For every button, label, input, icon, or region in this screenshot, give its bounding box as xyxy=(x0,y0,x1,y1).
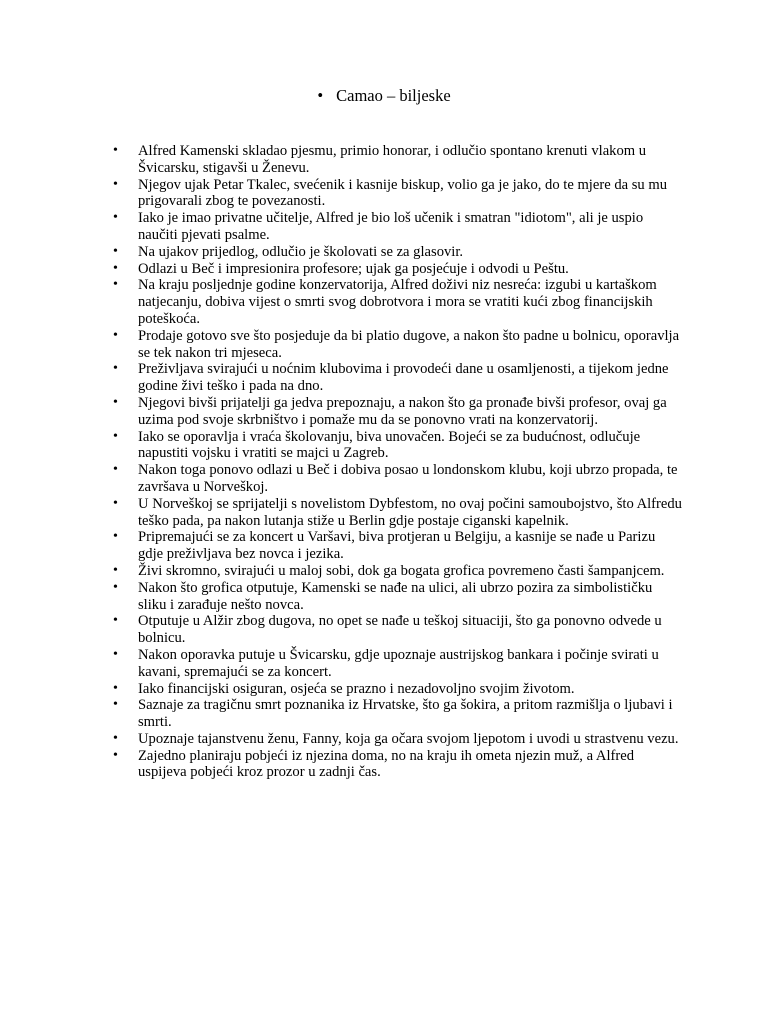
list-item-text: Iako je imao privatne učitelje, Alfred je bio loš učenik i smatran "idiotom", ali je uspio naučiti pjevati psalme. xyxy=(138,210,644,243)
list-item xyxy=(112,563,682,580)
list-bullet: • xyxy=(113,277,118,293)
list-bullet: • xyxy=(113,243,118,259)
list-bullet: • xyxy=(113,730,118,746)
list-item-text: Zajedno planiraju pobjeći iz njezina doma, no na kraju ih ometa njezin muž, a Alfred uspijeva pobjeći kroz prozor u zadnji čas. xyxy=(138,747,635,781)
list-bullet: • xyxy=(113,697,118,713)
list-bullet: • xyxy=(113,210,118,226)
list-item xyxy=(112,261,682,278)
list-bullet: • xyxy=(113,143,118,158)
title-text: Camao – biljeske xyxy=(336,86,451,105)
list-item xyxy=(112,613,682,647)
list-item-text: Na kraju posljednje godine konzervatorija, Alfred doživi niz nesreća: izgubi u kartaškom natjecanju, dobiva vijest o smrti svog dobrotvora i mora se vratiti kući zbog financijskih poteškoća. xyxy=(138,277,657,327)
list-bullet: • xyxy=(113,529,118,545)
list-item xyxy=(112,496,682,530)
list-item-text: Njegovi bivši prijatelji ga jedva prepoznaju, a nakon što ga pronađe bivši profesor, ovaj ga uzima pod svoje skrbništvo i pomaže mu da se ponovno vrati na konzervatorij. xyxy=(138,394,667,428)
list-item xyxy=(112,580,682,614)
list-item-text: Upoznaje tajanstvenu ženu, Fanny, koja ga očara svojom ljepotom i uvodi u strastvenu vezu. xyxy=(138,730,679,747)
list-bullet: • xyxy=(113,562,118,578)
list-item xyxy=(112,462,682,496)
list-bullet: • xyxy=(113,495,118,511)
list-item-text: Iako financijski osiguran, osjeća se prazno i nezadovoljno svojim životom. xyxy=(138,680,575,697)
list-bullet: • xyxy=(113,176,118,192)
list-item-text: Nakon oporavka putuje u Švicarsku, gdje upoznaje austrijskog bankara i počinje svirati u kavani, spremajući se za koncert. xyxy=(138,646,659,680)
list-item-text: Nakon toga ponovo odlazi u Beč i dobiva posao u londonskom klubu, koji ubrzo propada, te završava u Norveškoj. xyxy=(138,462,678,495)
list-bullet: • xyxy=(113,361,118,377)
list-bullet: • xyxy=(113,579,118,595)
list-bullet: • xyxy=(113,462,118,478)
list-item xyxy=(112,277,682,327)
list-item-text: Pripremajući se za koncert u Varšavi, biva protjeran u Belgiju, a kasnije se nađe u Parizu gdje preživljava bez novca i jezika. xyxy=(138,529,656,563)
list-item xyxy=(112,731,682,748)
list-item xyxy=(112,429,682,463)
title-bullet: • xyxy=(317,86,324,105)
list-item xyxy=(112,328,682,362)
list-item-text: Preživljava svirajući u noćnim klubovima i provodeći dane u osamljenosti, a tijekom jedne godine živi teško i pada na dno. xyxy=(138,361,669,395)
list-item xyxy=(112,647,682,681)
list-bullet: • xyxy=(113,260,118,276)
list-item-text: Alfred Kamenski skladao pjesmu, primio honorar, i odlučio spontano krenuti vlakom u Švicarsku, stigavši u Ženevu. xyxy=(138,143,647,176)
list-item xyxy=(112,529,682,563)
list-item xyxy=(112,210,682,244)
list-item xyxy=(112,361,682,395)
list-item-text: Iako se oporavlja i vraća školovanju, biva unovačen. Bojeći se za budućnost, odlučuje napustiti vojsku i vratiti se majci u Zagreb. xyxy=(138,428,641,462)
list-item xyxy=(112,244,682,261)
list-bullet: • xyxy=(113,646,118,662)
list-item-text: Odlazi u Beč i impresionira profesore; ujak ga posjećuje i odvodi u Peštu. xyxy=(138,260,569,277)
list-bullet: • xyxy=(113,680,118,696)
list-item xyxy=(112,143,682,177)
document-title xyxy=(0,86,768,106)
list-bullet: • xyxy=(113,327,118,343)
list-item xyxy=(112,177,682,211)
list-bullet: • xyxy=(113,747,118,763)
list-item xyxy=(112,395,682,429)
list-item-text: U Norveškoj se sprijatelji s novelistom Dybfestom, no ovaj počini samoubojstvo, što Alfredu teško pada, pa nakon lutanja stiže u Berlin gdje postaje ciganski kapelnik. xyxy=(138,495,682,529)
list-item-text: Nakon što grofica otputuje, Kamenski se nađe na ulici, ali ubrzo pozira za simbolističku sliku i zarađuje nešto novca. xyxy=(138,579,653,613)
list-item-text: Živi skromno, svirajući u maloj sobi, dok ga bogata grofica povremeno časti šampanjcem. xyxy=(138,562,665,579)
list-item-text: Prodaje gotovo sve što posjeduje da bi platio dugove, a nakon što padne u bolnicu, oporavlja se tek nakon tri mjeseca. xyxy=(138,327,680,361)
list-item-text: Njegov ujak Petar Tkalec, svećenik i kasnije biskup, volio ga je jako, do te mjere da su mu prigovarali zbog te povezanosti. xyxy=(138,176,668,210)
list-item xyxy=(112,681,682,698)
list-bullet: • xyxy=(113,428,118,444)
list-bullet: • xyxy=(113,394,118,410)
list-item xyxy=(112,697,682,731)
notes-list xyxy=(112,143,682,781)
list-item-text: Saznaje za tragičnu smrt poznanika iz Hrvatske, što ga šokira, a pritom razmišlja o ljubavi i smrti. xyxy=(138,697,673,731)
list-item-text: Otputuje u Alžir zbog dugova, no opet se nađe u teškoj situaciji, što ga ponovno odvede u bolnicu. xyxy=(138,613,662,647)
list-item xyxy=(112,748,682,782)
list-bullet: • xyxy=(113,613,118,629)
list-item-text: Na ujakov prijedlog, odlučio je školovati se za glasovir. xyxy=(138,243,464,260)
